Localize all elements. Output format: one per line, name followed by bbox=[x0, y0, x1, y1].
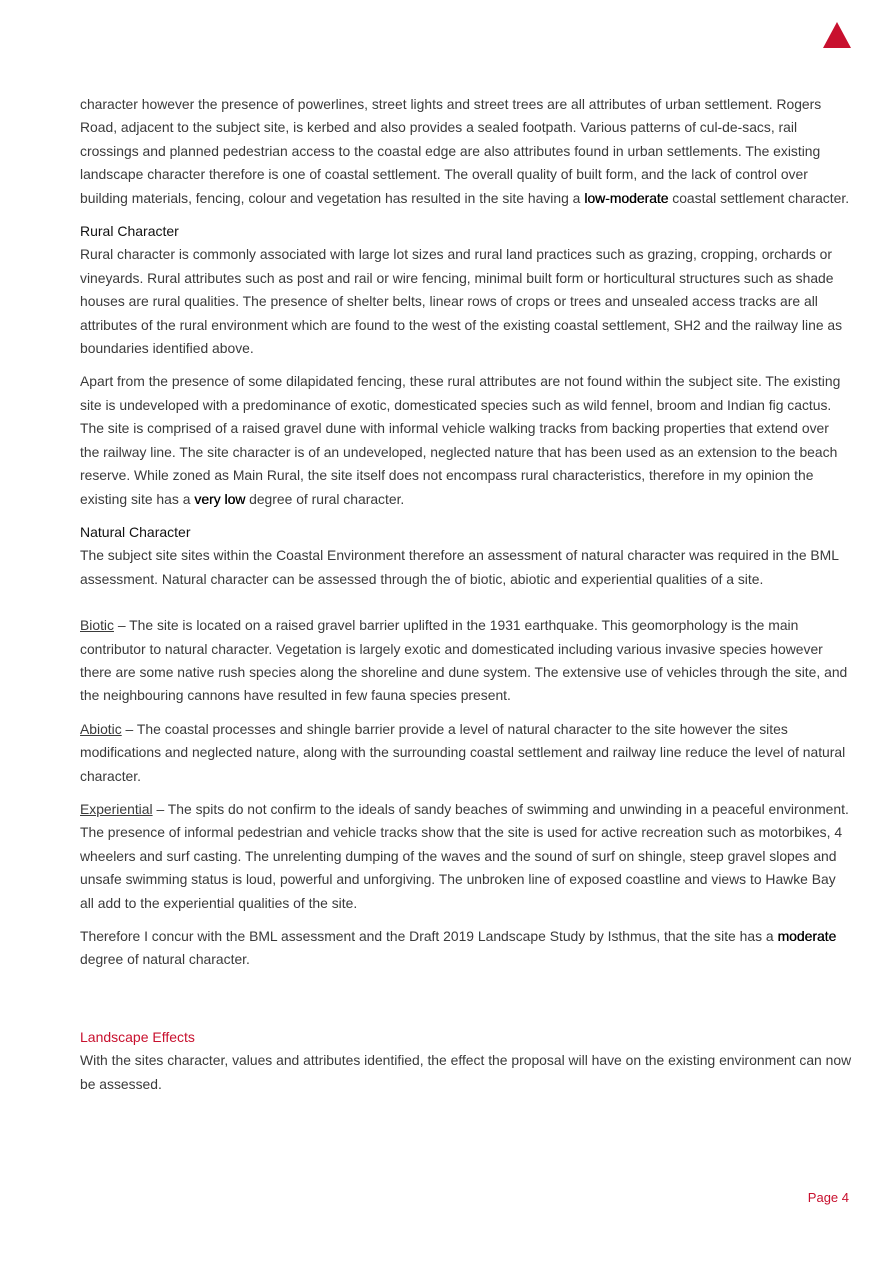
rural-character-heading: Rural Character bbox=[80, 223, 179, 240]
intro-paragraph: character however the presence of powerlines, street lights and street trees are all attributes of urban settlement. Rogers Road, adjacent to the subject site, is kerbed and also provides a sealed footpath. Various patterns of cul-de-sacs, rail crossings and planned pedestrian access to the coastal edge are also attributes found in urban settlements. The existing landscape character therefore is one of coastal settlement. The overall quality of built form, and the lack of control over building materials, fencing, colour and vegetation has resulted in the site having a low-moderate coastal settlement character. bbox=[80, 96, 850, 206]
experiential-paragraph: Experiential – The spits do not confirm to the ideals of sandy beaches of swimming and unwinding in a peaceful environment. The presence of informal pedestrian and vehicle tracks show that the site is used for active recreation such as motorbikes, 4 wheelers and surf casting. The unrelenting dumping of the waves and the sound of surf on shingle, steep gravel slopes and unsafe swimming status is loud, powerful and unforgiving. The unbroken line of exposed coastline and views to Hawke Bay all add to the experiential qualities of the site. bbox=[80, 800, 849, 911]
rural-paragraph-2: Apart from the presence of some dilapidated fencing, these rural attributes are not found within the subject site. The existing site is undeveloped with a predominance of exotic, domesticated species such as wild fennel, broom and Indian fig cactus. The site is comprised of a raised gravel dune with informal vehicle walking tracks from backing properties that extend over the railway line. The site character is of an undeveloped, neglected nature that has been used as an extension to the beach reserve. While zoned as Main Rural, the site itself does not encompass rural characteristics, therefore in my opinion the existing site has a very low degree of rural character. bbox=[80, 373, 841, 507]
experiential-label: Experiential bbox=[80, 800, 153, 817]
page-number: Page 4 bbox=[807, 1190, 849, 1205]
emphasis-very-low: very low bbox=[194, 490, 246, 507]
emphasis-low-moderate: low-moderate bbox=[584, 189, 669, 206]
biotic-label: Biotic bbox=[80, 617, 114, 634]
red-triangle-logo-icon bbox=[823, 22, 851, 48]
rural-paragraph-1: Rural character is commonly associated with large lot sizes and rural land practices such as grazing, cropping, orchards or vineyards. Rural attributes such as post and rail or wire fencing, minimal built form or horticultural structures such as shade houses are rural qualities. The presence of shelter belts, linear rows of crops or trees and unsealed access tracks are all attributes of the rural environment which are found to the west of the existing coastal settlement, SH2 and the railway line as boundaries identified above. bbox=[80, 246, 843, 357]
natural-conclusion-paragraph: Therefore I concur with the BML assessment and the Draft 2019 Landscape Study by Isthmus, that the site has a moderate degree of natural character. bbox=[80, 928, 837, 968]
document-body bbox=[80, 93, 852, 1106]
emphasis-moderate: moderate bbox=[777, 928, 837, 944]
abiotic-paragraph: Abiotic – The coastal processes and shingle barrier provide a level of natural character to the site however the sites modifications and neglected nature, along with the surrounding coastal settlement and railway line reduce the level of natural character. bbox=[80, 720, 846, 784]
biotic-paragraph: Biotic – The site is located on a raised gravel barrier uplifted in the 1931 earthquake. This geomorphology is the main contributor to natural character. Vegetation is largely exotic and domesticated including various invasive species however there are some native rush species along the shoreline and dune system. The extensive use of vehicles through the site, and the neighbouring cannons have resulted in few fauna species present. bbox=[80, 617, 848, 704]
abiotic-label: Abiotic bbox=[80, 720, 122, 737]
landscape-effects-heading: Landscape Effects bbox=[80, 1028, 195, 1045]
natural-character-heading: Natural Character bbox=[80, 523, 191, 540]
landscape-effects-paragraph: With the sites character, values and attributes identified, the effect the proposal will have on the existing environment can now be assessed. bbox=[80, 1052, 852, 1092]
natural-paragraph-1: The subject site sites within the Coastal Environment therefore an assessment of natural character was required in the BML assessment. Natural character can be assessed through the of biotic, abiotic and experiential qualities of a site. bbox=[80, 547, 839, 587]
